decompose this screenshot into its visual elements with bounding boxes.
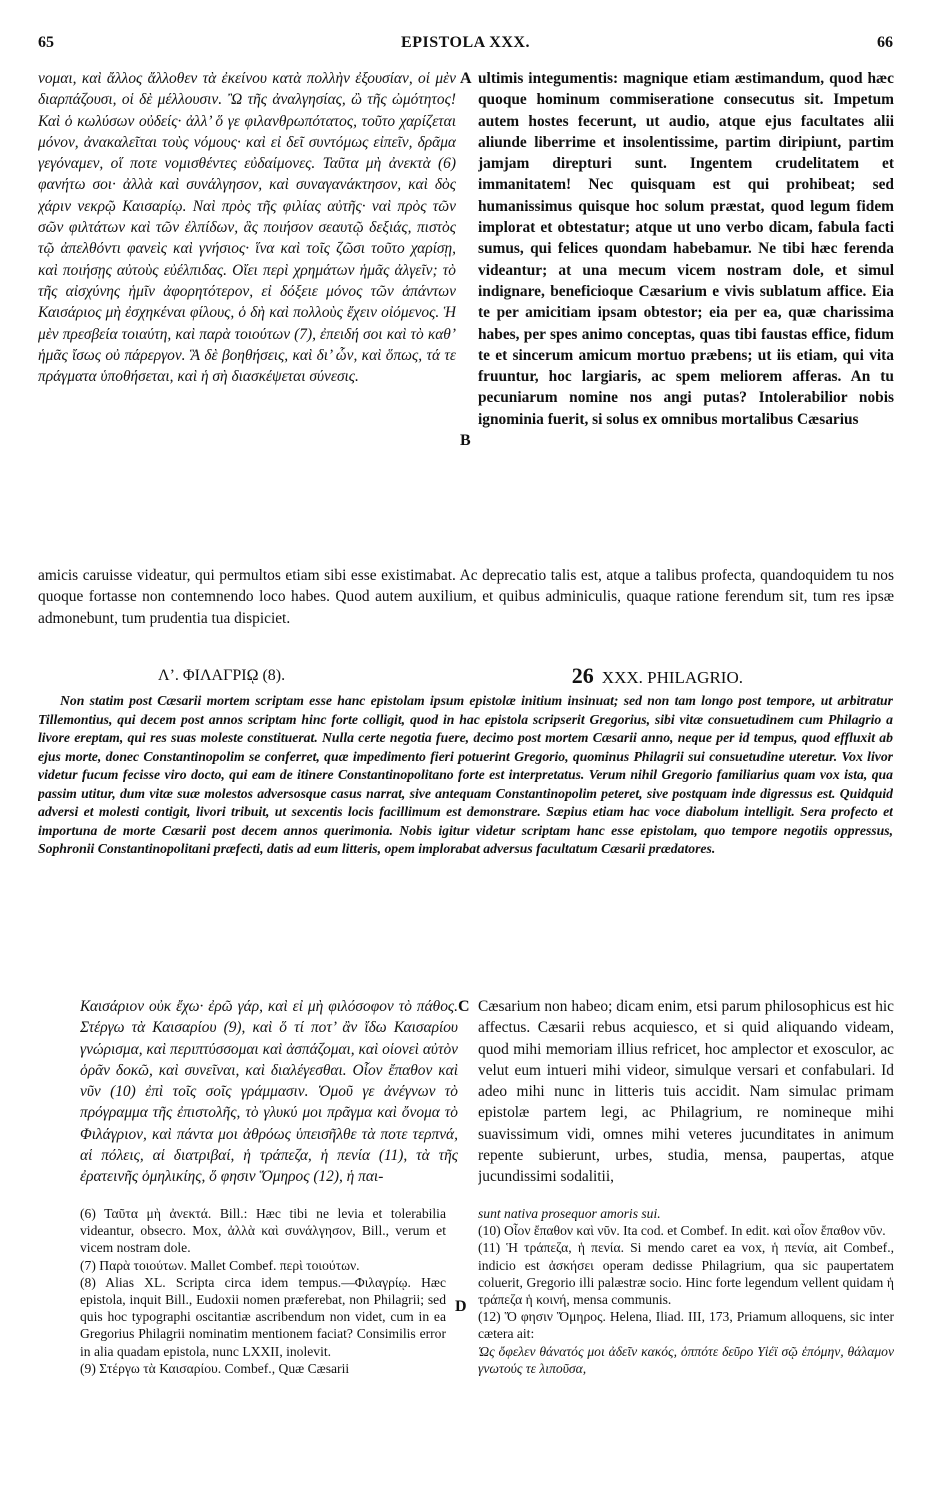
footnote: (7) Παρὰ τοιούτων. Mallet Combef. περὶ τοιούτων. [80,1257,360,1273]
editor-introduction [38,692,893,988]
greek-letter-column [80,996,458,1192]
introduction-text: Non statim post Cæsarii mortem scriptam esse hanc epistolam ipsum epistolæ initium insinuat; sed non tam longo post tempore, ut arbitratur Tillemontius, qui decem post annos scriptam hinc forte colligit, quod in hac epistola scripserit Gregorius, sibi vitæ consuetudinem cum Philagrio a livore ereptam, qui res suas moleste constituerat. Nulla certe negotia fuere, decimo post mortem Cæsarii anno, neque per id tempus, quod effluxit ab ejus morte, donec Constantinopolim se conferret, quæ impedimento fieri potuerint Gregorio, quominus Philagrii sui consuetudine uteretur. Vox livor videtur fucum fecisse viro docto, qui eam de itinere Constantinopolitano forte est interpretatus. Verum nihil Gregorio familiarius quam vox ista, qua passim utitur, dum vitæ suæ molestos adversosque casus narrat, sive antequam Constantinopolim peteret, sive postquam inde digressus est. Quidquid adversi et molesti contigit, livori tribuit, ut sexcentis locis facillimum est demonstrare. Sæpius etiam hac voce diabolum intelligit. Sera profecto et importuna de morte Cæsarii post decem annos querimonia. Nobis igitur videtur scriptam hanc esse epistolam, quo tempore negotiis oppressus, Sophronii Constantinopolitani præfecti, datis ad eum litteris, opem implorabat adversus facultatum Cæsarii prædatores. [38,693,893,856]
latin-continuation: amicis caruisse videatur, qui permultos etiam sibi esse existimabat. Ac deprecatio talis est, atque a talibus profecta, quandoquidem tu nos quoque fortasse non contemnendo loco habes. Quod autem auxilium, et quibus adminiculis, quaque ratione ferendum sit, tum res ipsæ admonebunt, tum prudentia tua dispiciet. [38,567,894,627]
footnote: (10) Οἷον ἔπαθον καὶ νῦν. Ita cod. et Combef. In edit. καὶ οἷον ἔπαθον νῦν. [478,1223,886,1239]
footnote: (8) Alias XL. Scripta circa idem tempus.—Φιλαγρίῳ. Hæc epistola, inquit Bill., Eudoxii nomen præferebat, non Philagrii; sed quis hoc typographi oscitantiæ ascribendum non videt, cum in ea Gregorius Philagrii nominatim mentionem faciat? Consimilis error in alia quadam epistola, nunc LXXII, inolevit. [80,1274,446,1359]
footnote: (9) Στέργω τὰ Καισαρίου. Combef., Quæ Cæsarii [80,1360,350,1376]
latin-text: ultimis integumentis: magnique etiam æstimandum, quod hæc quoque hominum commiseratione consecutus sit. Impetum autem hostes fecerunt, ut audio, atque ejus facultates alii aliunde liberrime et insolentissime, partim diripiunt, partim jamjam direpturi sunt. Ingentem crudelitatem et immanitatem! Nec quisquam est qui prohibeat; sed humanissimus quisque hoc solum præstat, quod legum fidem implorat et obtestatur; atque ut uno verbo dicam, fabula facti sumus, qui felices quondam habebamur. Ne tibi hæc ferenda videantur; at una mecum vicem nostram dole, et simul indignare, beneficioque Cæsarium e vivis sublatum affice. Eia te per amicitiam ipsam obtestor; eia per ea, quæ charissima habes, per spes animo conceptas, quas tibi faustas effice, fidum te et sincerum amicum mortuo præbens; ut iis etiam, qui vita fruuntur, hoc largiaris, ac spem meliorem afferas. An tu pecuniarum nomine nos angi putas? Intolerabilior nobis ignominia fuerit, si solus ex omnibus mortalibus Cæsarius [478,70,894,428]
page-number-left: 65 [38,34,54,51]
latin-full-width [38,565,894,653]
page-number-right: 66 [877,34,893,51]
latin-column-top [478,68,894,556]
footnote: sunt nativa prosequor amoris sui. [478,1206,661,1221]
latin-title-text: XXX. PHILAGRIO. [601,668,743,687]
greek-letter-text: Καισάριον οὐκ ἔχω· ἐρῶ γάρ, καὶ εἰ μὴ φιλόσοφον τὸ πάθος. Στέργω τὰ Καισαρίου (9), καὶ ὅ τί ποτ’ ἂν ἴδω Καισαρίου γνώρισμα, καὶ περιπτύσσομαι καὶ ἀσπάζομαι, καὶ οἱονεὶ αὐτὸν ὁρᾶν δοκῶ, καὶ συνεῖναι, καὶ διαλέγεσθαι. Οἷον ἔπαθον καὶ νῦν (10) ἐπὶ τοῖς σοῖς γράμμασιν. Ὁμοῦ γε ἀνέγνων τὸ πρόγραμμα τῆς ἐπιστολῆς, τὸ γλυκύ μοι πρᾶγμα καὶ ὄνομα τὸ Φιλάγριον, καὶ πάντα μοι ἀθρόως ὑπεισῆλθε τὰ ποτε τερπνά, αἱ πόλεις, αἱ διατριβαί, ἡ τράπεζα, ἡ πενία (11), τὰ τῆς ἐρατεινῆς ὁμηλικίης, ὅ φησιν Ὅμηρος (12), ἡ παι- [80,998,458,1186]
running-header [38,34,893,54]
greek-letter-title: Λ’. ΦΙΛΑΓΡΙῼ (8). [158,667,286,684]
latin-letter-column [478,996,894,1192]
margin-marker-d: D [455,1298,467,1315]
footnote: (6) Ταῦτα μὴ ἀνεκτά. Bill.: Hæc tibi ne levia et tolerabilia videantur, obsecro. Mox, ἀλλὰ καὶ συνάλγησον, Bill., verum et vicem nostram dole. [80,1206,446,1256]
letter-number: 26 [571,663,594,688]
latin-letter-title [572,663,743,689]
margin-marker-c: C [458,998,470,1015]
footnote-verse: Ὡς ὄφελεν θάνατός μοι ἀδεῖν κακός, ὁππότε δεῦρο Υἱέϊ σῷ ἑπόμην, θάλαμον γνωτούς τε λιποῦσα, [478,1343,894,1376]
margin-marker-b: B [460,432,471,449]
footnotes-right [478,1205,894,1495]
margin-marker-a: A [460,70,472,87]
footnote: (12) Ὅ φησιν Ὅμηρος. Helena, Iliad. III, 173, Priamum alloquens, sic inter cætera ait: [478,1309,894,1342]
greek-column-top [38,68,456,556]
greek-text: νομαι, καὶ ἄλλος ἄλλοθεν τὰ ἐκείνου κατὰ πολλὴν ἐξουσίαν, οἱ μὲν διαρπάζουσι, οἱ δὲ μέλλουσιν. Ὢ τῆς ἀναλγησίας, ὢ τῆς ὠμότητος! Καὶ ὁ κωλύσων οὐδείς· ἀλλ’ ὅ γε φιλανθρωπότατος, τοῦτο χαρίζεται μόνον, ἀνακαλεῖται τοὺς νόμους· καὶ εἰ δεῖ συντόμως εἰπεῖν, δρᾶμα γεγόναμεν, οἵ ποτε νομισθέντες εὐδαίμονες. Ταῦτα μὴ ἀνεκτὰ (6) φανήτω σοι· ἀλλὰ καὶ συνάλγησον, καὶ συναγανάκτησον, καὶ δὸς χάριν νεκρῷ Καισαρίῳ. Ναὶ πρὸς τῆς φιλίας αὐτῆς· ναὶ πρὸς τῶν σῶν φιλτάτων καὶ τῶν ἐλπίδων, ἃς ποιήσον σεαυτῷ δεξιάς, πιστὸς τῷ ἀπελθόντι φανεὶς καὶ γνήσιος· ἵνα καὶ τοῖς ζῶσι τοῦτο χαρίσῃ, καὶ ποιήσῃς αὐτοὺς εὐέλπιδας. Οἴει περὶ χρημάτων ἡμᾶς ἀλγεῖν; τὸ τῆς αἰσχύνης ἡμῖν ἀφορητότερον, εἰ δόξειε μόνος τῶν ἁπάντων Καισάριος μὴ ἐσχηκέναι φίλους, ὁ δὴ καὶ πολλοὺς ἔχειν οἰόμενος. Ἡ μὲν πρεσβεία τοιαύτη, καὶ παρὰ τοιούτων (7), ἐπειδή σοι καὶ τὸ καθ’ ἡμᾶς ἴσως οὐ πάρεργον. Ἃ δὲ βοηθήσεις, καὶ δι’ ὧν, καὶ ὅπως, τά τε πράγματα ὑποθήσεται, καὶ ἡ σὴ διασκέψεται σύνεσις. [38,70,456,386]
latin-letter-text: Cæsarium non habeo; dicam enim, etsi parum philosophicus est hic affectus. Cæsarii rebus acquiesco, et si quid aliquando videam, quod mihi memoriam illius refricet, hoc amplector et exosculor, ac velut eum intueri mihi videor, simulque versari et confabulari. Id adeo mihi nunc in litteris tuis accidit. Nam simulac primam epistolæ partem legi, ac Philagrium, re nomineque mihi suavissimum vidi, omnes mihi veteres jucunditates in animum repente subierunt, urbes, studia, mensa, paupertas, atque jucundissimi sodalitii, [478,998,894,1186]
letter-title-row [38,663,893,689]
running-title: EPISTOLA XXX. [401,34,530,51]
footnotes-left [80,1205,446,1495]
footnote: (11) Ἡ τράπεζα, ἡ πενία. Si mendo caret ea vox, ἡ πενία, ait Combef., indicio est ἀσκήσει operam dedisse Philagrium, qua sic paupertatem coluerit, Gregorio illi palæstræ socio. Hinc forte legendum vellent quidam ἡ τράπεζα ἡ κοινή, mensa communis. [478,1240,894,1308]
